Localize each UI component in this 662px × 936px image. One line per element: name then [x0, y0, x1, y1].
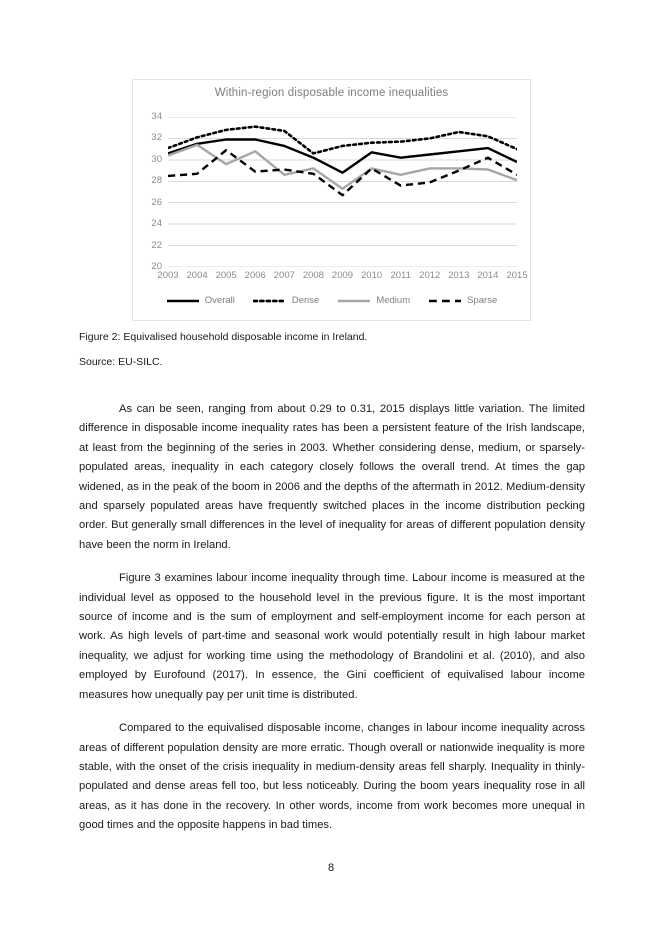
chart-title: Within-region disposable income inequalities [214, 87, 449, 99]
legend-label: Sparse [467, 295, 498, 306]
y-tick-label: 22 [151, 239, 162, 251]
figure-source: Source: EU-SILC. [79, 356, 163, 368]
x-tick-label: 2010 [361, 270, 383, 281]
x-tick-label: 2008 [302, 270, 324, 281]
x-tick-label: 2009 [331, 270, 354, 281]
legend-label: Overall [204, 295, 235, 306]
x-tick-label: 2006 [244, 270, 266, 281]
chart-x-axis-labels [157, 270, 528, 284]
legend-item [166, 295, 235, 306]
y-tick-label: 30 [151, 153, 162, 165]
y-tick-label: 26 [151, 196, 162, 208]
legend-label: Dense [291, 295, 320, 306]
figure-caption: Figure 2: Equivalised household disposable income in Ireland. [79, 331, 368, 343]
legend-item [337, 295, 410, 306]
chart-y-axis-labels [133, 110, 166, 274]
x-tick-label: 2015 [506, 270, 528, 281]
legend-key-icon [337, 297, 371, 305]
x-tick-label: 2005 [215, 270, 237, 281]
x-tick-label: 2014 [477, 270, 499, 281]
x-tick-label: 2012 [419, 270, 441, 281]
paragraph-1: As can be seen, ranging from about 0.29 to 0.31, 2015 displays little variation. The limited difference in disposable income inequality rates has been a persistent feature of the Irish landscape, at least from the beginning of the series in 2003. Whether considering dense, medium, or sparsely-populated areas, inequality in each category closely follows the overall trend. At times the gap widened, as in the peak of the boom in 2006 and the depths of the aftermath in 2012. Medium-density and sparsely populated areas have frequently switched places in the income distribution pecking order. But generally small differences in the level of inequality for areas of different population density have been the norm in Ireland. [79, 403, 585, 551]
x-tick-label: 2004 [186, 270, 208, 281]
figure-2-chart [132, 79, 531, 321]
y-tick-label: 24 [151, 218, 162, 230]
y-tick-label: 34 [151, 111, 162, 122]
y-tick-label: 32 [151, 132, 162, 144]
page-number: 8 [327, 862, 335, 874]
chart-plot-area [168, 117, 517, 267]
legend-key-icon [166, 297, 200, 305]
x-tick-label: 2011 [390, 270, 411, 281]
legend-label: Medium [376, 295, 411, 306]
x-tick-label: 2013 [448, 270, 470, 281]
x-tick-label: 2003 [157, 270, 179, 281]
y-tick-label: 28 [151, 175, 162, 187]
legend-key-icon [428, 297, 462, 305]
body-text [79, 400, 585, 836]
chart-legend [133, 295, 530, 306]
legend-key-icon [253, 297, 287, 305]
legend-item [253, 295, 319, 306]
x-tick-label: 2007 [273, 270, 295, 281]
y-tick-label: 20 [151, 261, 162, 272]
legend-item [428, 295, 497, 306]
paragraph-3: Compared to the equivalised disposable income, changes in labour income inequality across areas of different population density are more erratic. Though overall or nationwide inequality is more stable, with the onset of the crisis inequality in medium-density areas fell sharply. Inequality in thinly-populated and dense areas fell too, but less noticeably. During the boom years inequality rose in all areas, as it has done in the recovery. In other words, income from work becomes more unequal in good times and the opposite happens in bad times. [79, 722, 585, 832]
paragraph-2: Figure 3 examines labour income inequality through time. Labour income is measured at the individual level as opposed to the household level in the previous figure. It is the most important source of income and is the sum of employment and self-employment income for each person at work. As high levels of part-time and seasonal work would potentially result in high labour market inequality, we adjust for working time using the methodology of Brandolini et al. (2010), and also employed by Eurofound (2017). In essence, the Gini coefficient of equivalised labour income measures how unequally pay per unit time is distributed. [79, 572, 585, 701]
chart-svg [168, 117, 517, 267]
